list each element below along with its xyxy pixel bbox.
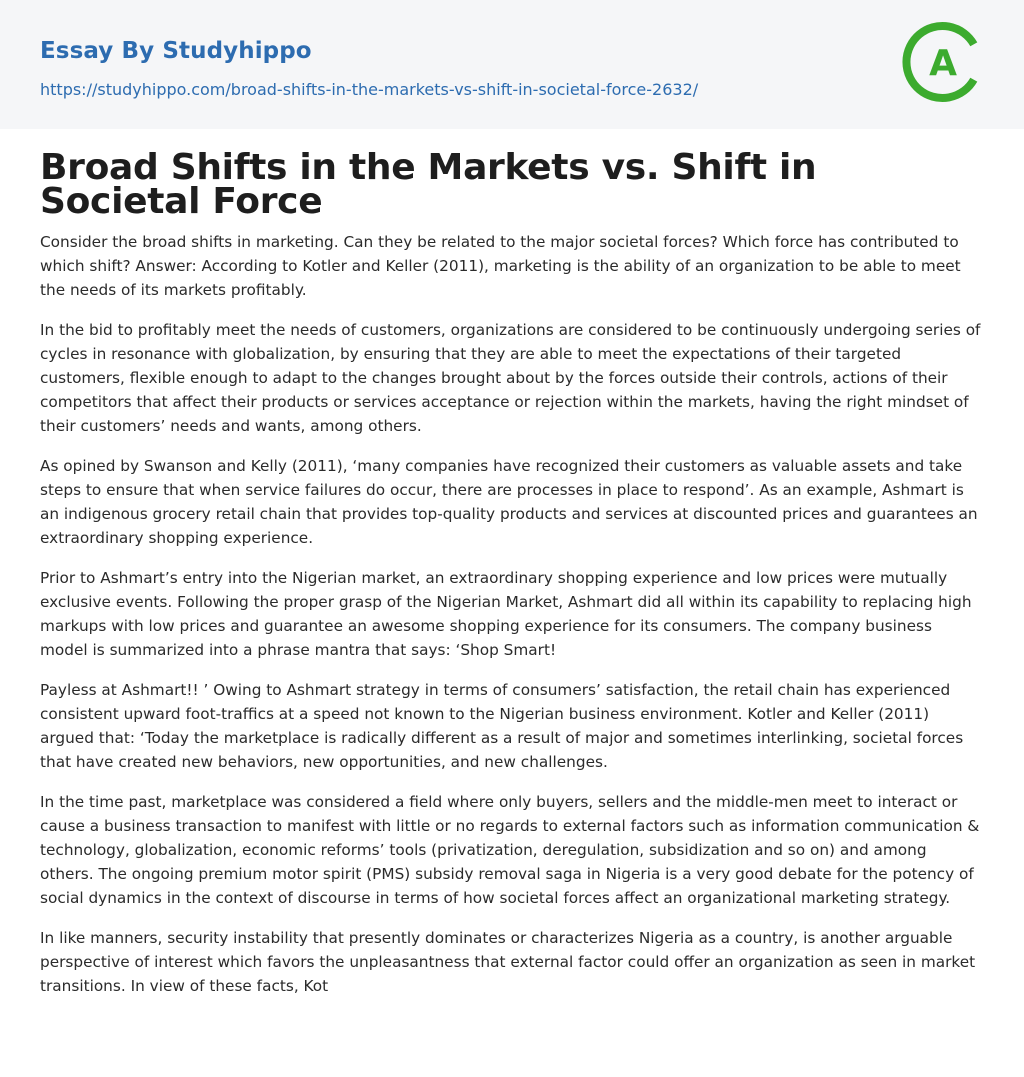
logo-icon <box>900 19 986 105</box>
essay-url-link[interactable]: https://studyhippo.com/broad-shifts-in-the-markets-vs-shift-in-societal-force-2632/ <box>40 80 699 99</box>
paragraph: In the bid to profitably meet the needs of customers, organizations are considered to be continuously undergoing series of cycles in resonance with globalization, by ensuring that they are able to meet the expectations of their targeted customers, flexible enough to adapt to the changes brought about by the forces outside their controls, actions of their competitors that affect their products or services acceptance or rejection within the markets, having the right mindset of their customers’ needs and wants, among others. <box>40 321 981 435</box>
article-body <box>0 129 1024 998</box>
brand-title[interactable]: Essay By Studyhippo <box>40 38 312 64</box>
site-header <box>0 0 1024 129</box>
article-title: Broad Shifts in the Markets vs. Shift in Societal Force <box>40 147 817 222</box>
paragraph: Payless at Ashmart!! ’ Owing to Ashmart strategy in terms of consumers’ satisfaction, the retail chain has experienced consistent upward foot-traffics at a speed not known to the Nigerian business environment. Kotler and Keller (2011) argued that: ‘Today the marketplace is radically different as a result of major and sometimes interlinking, societal forces that have created new behaviors, new opportunities, and new challenges. <box>40 681 964 771</box>
studyhippo-logo[interactable] <box>900 19 986 105</box>
logo-letter: A <box>929 43 957 84</box>
paragraph: In like manners, security instability that presently dominates or characterizes Nigeria as a country, is another arguable perspective of interest which favors the unpleasantness that external factor could offer an organization as seen in market transitions. In view of these facts, Kot <box>40 929 976 995</box>
paragraph: Prior to Ashmart’s entry into the Nigerian market, an extraordinary shopping experience and low prices were mutually exclusive events. Following the proper grasp of the Nigerian Market, Ashmart did all within its capability to replacing high markups with low prices and guarantee an awesome shopping experience for its consumers. The company business model is summarized into a phrase mantra that says: ‘Shop Smart! <box>40 569 972 659</box>
paragraph: As opined by Swanson and Kelly (2011), ‘many companies have recognized their customers as valuable assets and take steps to ensure that when service failures do occur, there are processes in place to respond’. As an example, Ashmart is an indigenous grocery retail chain that provides top-quality products and services at discounted prices and guarantees an extraordinary shopping experience. <box>40 457 978 547</box>
paragraph: Consider the broad shifts in marketing. Can they be related to the major societal forces? Which force has contributed to which shift? Answer: According to Kotler and Keller (2011), marketing is the ability of an organization to be able to meet the needs of its markets profitably. <box>40 233 961 299</box>
paragraph: In the time past, marketplace was considered a field where only buyers, sellers and the middle-men meet to interact or cause a business transaction to manifest with little or no regards to external factors such as information communication & technology, globalization, economic reforms’ tools (privatization, deregulation, subsidization and so on) and among others. The ongoing premium motor spirit (PMS) subsidy removal saga in Nigeria is a very good debate for the potency of social dynamics in the context of discourse in terms of how societal forces affect an organizational marketing strategy. <box>40 793 980 907</box>
